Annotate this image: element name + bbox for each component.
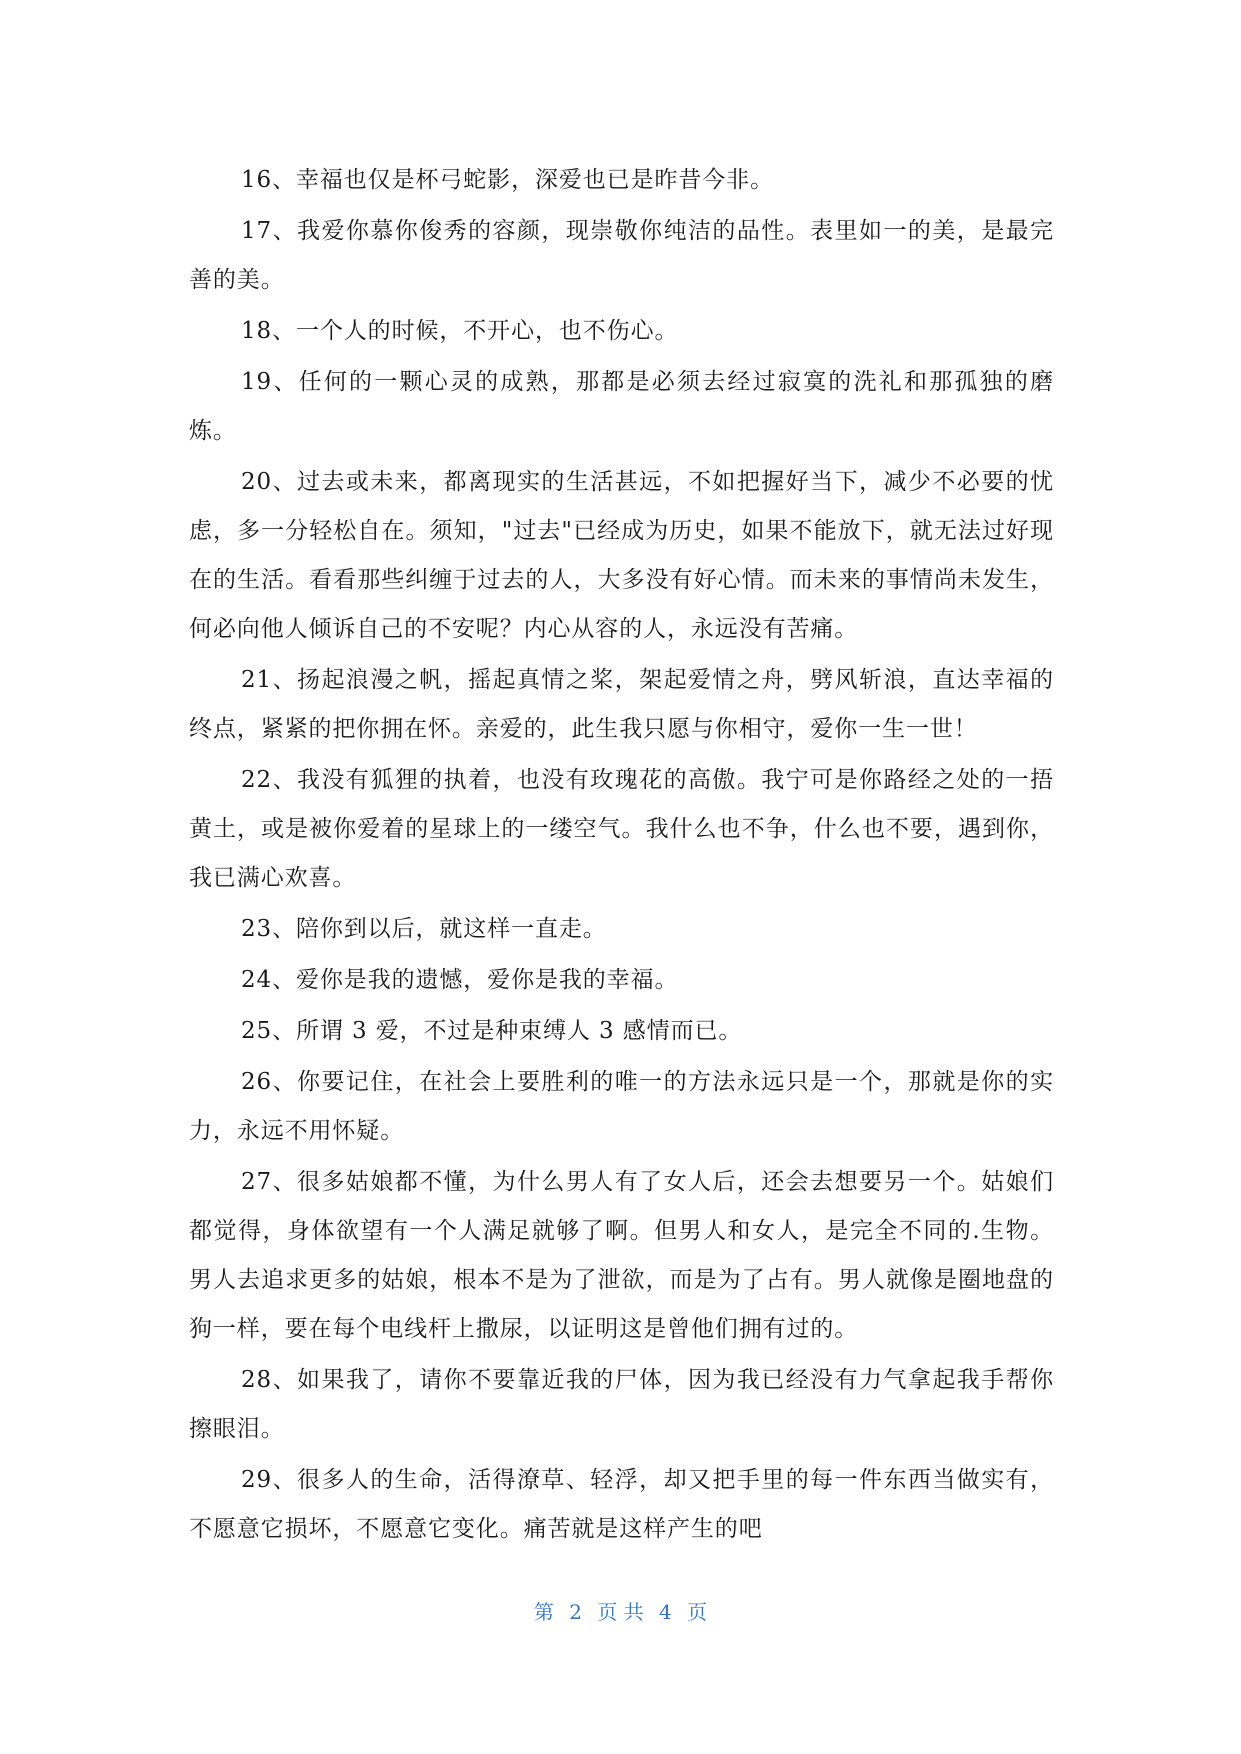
paragraph-20: 20、过去或未来，都离现实的生活甚远，不如把握好当下，减少不必要的忧虑，多一分轻松自在。须知，"过去"已经成为历史，如果不能放下，就无法过好现在的生活。看看那些纠缠于过去的人，大多没有好心情。而未来的事情尚未发生，何必向他人倾诉自己的不安呢？内心从容的人，永远没有苦痛。 [189,469,1054,642]
total-pages-number: 4 [659,1600,672,1624]
footer-middle: 页 共 [597,1600,644,1624]
page-number-footer [0,1596,1241,1625]
paragraph-17: 17、我爱你慕你俊秀的容颜，现崇敬你纯洁的品性。表里如一的美，是最完善的美。 [189,218,1054,293]
paragraph-24: 24、爱你是我的遗憾，爱你是我的幸福。 [241,967,679,993]
footer-suffix: 页 [687,1600,708,1624]
paragraph-22: 22、我没有狐狸的执着，也没有玫瑰花的高傲。我宁可是你路经之处的一捂黄土，或是被你爱着的星球上的一缕空气。我什么也不争，什么也不要，遇到你，我已满心欢喜。 [189,767,1054,891]
footer-prefix: 第 [533,1600,554,1624]
paragraph-16: 16、幸福也仅是杯弓蛇影，深爱也已是昨昔今非。 [241,167,774,193]
paragraph-23: 23、陪你到以后，就这样一直走。 [241,916,607,942]
document-body [189,156,1054,1556]
paragraph-18: 18、一个人的时候，不开心，也不伤心。 [241,318,679,344]
paragraph-26: 26、你要记住，在社会上要胜利的唯一的方法永远只是一个，那就是你的实力，永远不用怀疑。 [189,1069,1054,1144]
paragraph-21: 21、扬起浪漫之帆，摇起真情之桨，架起爱情之舟，劈风斩浪，直达幸福的终点，紧紧的把你拥在怀。亲爱的，此生我只愿与你相守，爱你一生一世！ [189,667,1054,742]
paragraph-25: 25、所谓 3 爱，不过是种束缚人 3 感情而已。 [241,1018,743,1044]
paragraph-29: 29、很多人的生命，活得潦草、轻浮，却又把手里的每一件东西当做实有，不愿意它损坏，不愿意它变化。痛苦就是这样产生的吧 [189,1467,1054,1542]
paragraph-28: 28、如果我了，请你不要靠近我的尸体，因为我已经没有力气拿起我手帮你擦眼泪。 [189,1367,1054,1442]
paragraph-27: 27、很多姑娘都不懂，为什么男人有了女人后，还会去想要另一个。姑娘们都觉得，身体欲望有一个人满足就够了啊。但男人和女人，是完全不同的.生物。男人去追求更多的姑娘，根本不是为了泄欲，而是为了占有。男人就像是圈地盘的狗一样，要在每个电线杆上撒尿，以证明这是曾他们拥有过的。 [189,1169,1054,1342]
current-page-number: 2 [569,1600,582,1624]
paragraph-19: 19、任何的一颗心灵的成熟，那都是必须去经过寂寞的洗礼和那孤独的磨炼。 [189,369,1054,444]
